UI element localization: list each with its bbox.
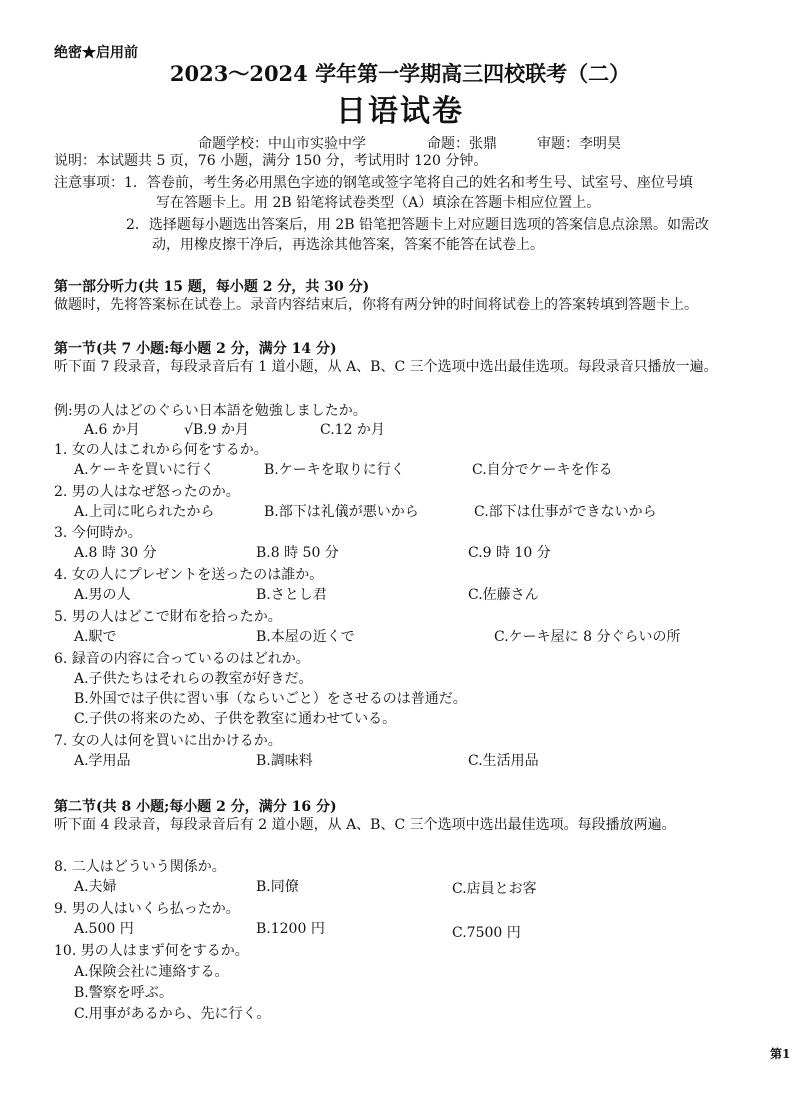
- school-label: 命题学校：中山市实验中学: [198, 136, 366, 152]
- q5-option-b: B.本屋の近くで: [256, 629, 355, 645]
- q1-option-b: B.ケーキを取りに行く: [264, 462, 405, 478]
- notice-1-line-1: 注意事项：1．答卷前，考生务必用黑色字迹的钢笔或签字笔将自己的姓名和考生号、试室号、座位号填: [54, 175, 693, 191]
- q8-option-c: C.店員とお客: [452, 881, 537, 897]
- example-option-c: C.12 か月: [320, 422, 385, 438]
- q4-option-a: A.男の人: [74, 587, 131, 603]
- q6-option-a: A.子供たちはそれらの教室が好きだ。: [74, 671, 313, 687]
- section2-description: 听下面 4 段录音，每段录音后有 2 道小题，从 A、B、C 三个选项中选出最佳选项。每段播放两遍。: [54, 817, 676, 833]
- reviewer-label: 审题：李明昊: [537, 136, 621, 152]
- q8-option-a: A.夫婦: [74, 879, 117, 895]
- question-3: 3. 今何時か。: [54, 525, 142, 541]
- q7-option-a: A.学用品: [74, 753, 131, 769]
- question-10: 10. 男の人はまず何をするか。: [54, 943, 249, 959]
- exam-title: 2023～2024 学年第一学期高三四校联考（二）: [169, 61, 631, 86]
- confidential-label: 绝密★启用前: [54, 45, 138, 61]
- q3-option-b: B.8 時 50 分: [256, 545, 339, 561]
- example-question: 例:男の人はどのぐらい日本語を勉強しましたか。: [54, 403, 367, 419]
- q10-option-a: A.保険会社に連絡する。: [74, 964, 229, 980]
- question-2: 2. 男の人はなぜ怒ったのか。: [54, 484, 240, 500]
- question-6: 6. 録音の内容に合っているのはどれか。: [54, 651, 310, 667]
- part1-description: 做题时，先将答案标在试卷上。录音内容结束后，你将有两分钟的时间将试卷上的答案转填到答题卡上。: [54, 297, 698, 313]
- q10-option-b: B.警察を呼ぶ。: [74, 985, 174, 1001]
- q3-option-a: A.8 時 30 分: [74, 545, 157, 561]
- exam-description: 说明：本试题共 5 页，76 小题，满分 150 分，考试用时 120 分钟。: [54, 153, 488, 169]
- notice-1-line-2: 写在答题卡上。用 2B 铅笔将试卷类型（A）填涂在答题卡相应位置上。: [156, 195, 601, 211]
- notice-2-line-1: 2．选择题每小题选出答案后，用 2B 铅笔把答题卡上对应题目选项的答案信息点涂黑。如需改: [126, 217, 710, 233]
- author-label: 命题：张鼎: [427, 136, 497, 152]
- q5-option-a: A.駅で: [74, 629, 117, 645]
- q6-option-b: B.外国では子供に習い事（ならいごと）をさせるのは普通だ。: [74, 691, 467, 707]
- q4-option-c: C.佐藤さん: [468, 587, 539, 603]
- q1-option-c: C.自分でケーキを作る: [472, 462, 613, 478]
- q8-option-b: B.同僚: [256, 879, 299, 895]
- q7-option-b: B.調味料: [256, 753, 313, 769]
- example-option-b: √B.9 か月: [184, 422, 250, 438]
- question-5: 5. 男の人はどこで財布を拾ったか。: [54, 609, 282, 625]
- q2-option-c: C.部下は仕事ができないから: [474, 504, 657, 520]
- q2-option-b: B.部下は礼儀が悪いから: [264, 504, 419, 520]
- question-4: 4. 女の人にプレゼントを送ったのは誰か。: [54, 567, 324, 583]
- q9-option-a: A.500 円: [74, 921, 134, 937]
- question-1: 1. 女の人はこれから何をするか。: [54, 442, 268, 458]
- q1-option-a: A.ケーキを買いに行く: [74, 462, 215, 478]
- q9-option-c: C.7500 円: [452, 925, 521, 941]
- question-9: 9. 男の人はいくら払ったか。: [54, 901, 240, 917]
- section1-description: 听下面 7 段录音，每段录音后有 1 道小题，从 A、B、C 三个选项中选出最佳选项。每段录音只播放一遍。: [54, 359, 718, 375]
- q4-option-b: B.さとし君: [256, 587, 327, 603]
- question-7: 7. 女の人は何を買いに出かけるか。: [54, 733, 282, 749]
- part1-heading: 第一部分听力(共 15 题，每小题 2 分，共 30 分): [54, 279, 370, 295]
- exam-subtitle: 日语试卷: [336, 94, 464, 129]
- q6-option-c: C.子供の将来のため、子供を教室に通わせている。: [74, 711, 397, 727]
- section1-heading: 第一节(共 7 小题:每小题 2 分，满分 14 分): [54, 341, 337, 357]
- q5-option-c: C.ケーキ屋に 8 分ぐらいの所: [494, 629, 681, 645]
- q7-option-c: C.生活用品: [468, 753, 539, 769]
- section2-heading: 第二节(共 8 小题;每小题 2 分，满分 16 分): [54, 799, 337, 815]
- page-number: 第1: [770, 1047, 791, 1061]
- q3-option-c: C.9 時 10 分: [468, 545, 551, 561]
- question-8: 8. 二人はどういう関係か。: [54, 859, 226, 875]
- q2-option-a: A.上司に叱られたから: [74, 504, 215, 520]
- example-option-a: A.6 か月: [84, 422, 140, 438]
- q9-option-b: B.1200 円: [256, 921, 325, 937]
- q10-option-c: C.用事があるから、先に行く。: [74, 1006, 271, 1022]
- notice-2-line-2: 动，用橡皮擦干净后，再选涂其他答案，答案不能答在试卷上。: [152, 237, 544, 253]
